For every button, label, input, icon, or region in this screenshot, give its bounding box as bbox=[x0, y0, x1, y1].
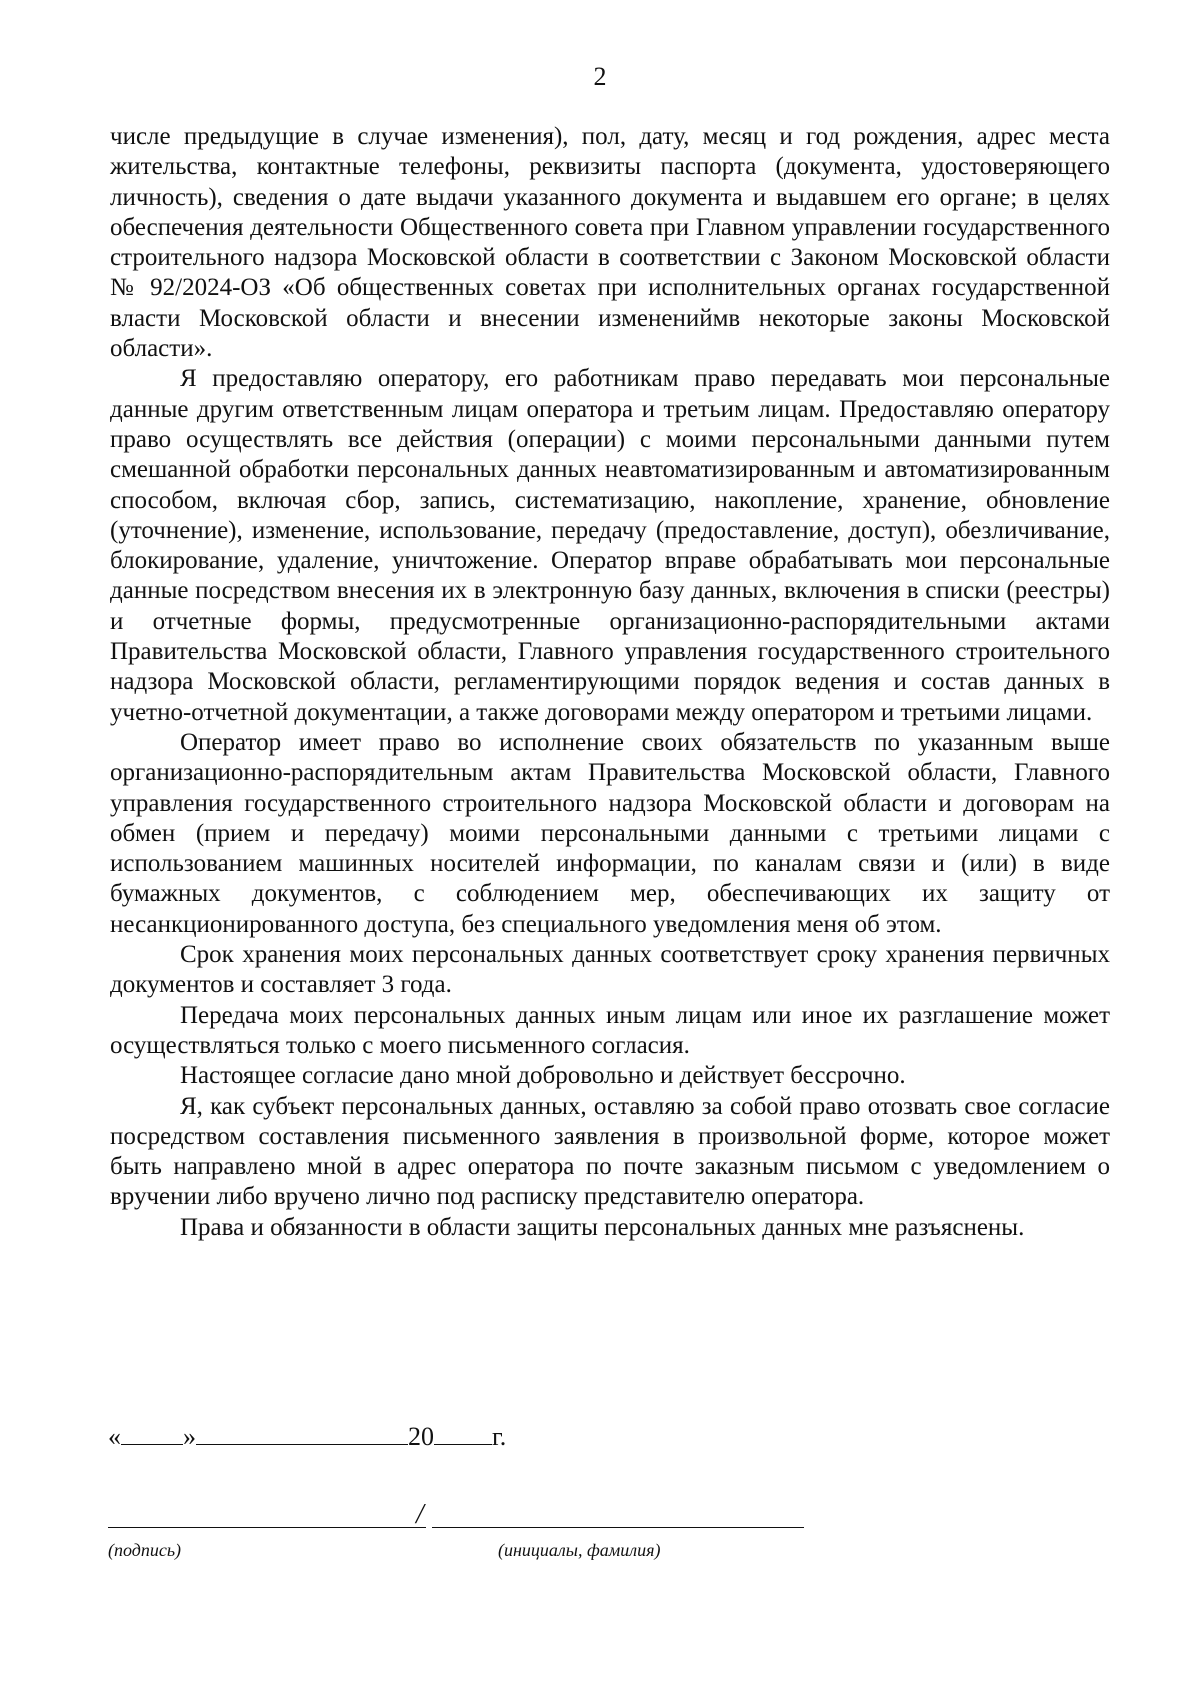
paragraph-rights-explained: Права и обязанности в области защиты персональных данных мне разъяснены. bbox=[180, 1213, 1025, 1241]
name-blank[interactable] bbox=[432, 1527, 804, 1528]
year-suffix: г. bbox=[492, 1422, 507, 1451]
year-blank[interactable] bbox=[434, 1420, 492, 1445]
date-line bbox=[108, 1420, 506, 1453]
paragraph-transfer-rights: Я предоставляю оператору, его работникам право передавать мои персональные данные другим ответственным лицам оператора и третьим лицам. Предоставляю оператору право осуществлять все действия (операции) с моими персональными данными путем смешанной обработки персональных данных неавтоматизированным и автоматизированным способом, включая сбор, запись, систематизацию, накопление, хранение, обновление (уточнение), изменение, использование, передачу (предоставление, доступ), обезличивание, блокирование, удаление, уничтожение. Оператор вправе обрабатывать мои персональные данные посредством внесения их в электронную базу данных, включения в списки (реестры) и отчетные формы, предусмотренные организационно-распорядительными актами Правительства Московской области, Главного управления государственного строительного надзора Московской области, регламентирующими порядок ведения и состав данных в учетно-отчетной документации, а также договорами между оператором и третьими лицами. bbox=[110, 365, 1110, 726]
paragraph-disclosure: Передача моих персональных данных иным лицам или иное их разглашение может осуществляться только с моего письменного согласия. bbox=[110, 1001, 1110, 1059]
paragraph-storage-term: Срок хранения моих персональных данных соответствует сроку хранения первичных документов и составляет 3 года. bbox=[110, 941, 1110, 999]
paragraph-continuation: числе предыдущие в случае изменения), пол, дату, месяц и год рождения, адрес места жительства, контактные телефоны, реквизиты паспорта (документа, удостоверяющего личность), сведения о дате выдачи указанного документа и выдавшем его органе; в целях обеспечения деятельности Общественного совета при Главном управлении государственного строительного надзора Московской области в соответствии с Законом Московской области № 92/2024-ОЗ «Об общественных советах при исполнительных органах государственной власти Московской области и внесении изменениймв некоторые законы Московской области». bbox=[110, 123, 1110, 363]
date-close-quote: » bbox=[183, 1422, 196, 1451]
signature-caption: (подпись) bbox=[108, 1540, 182, 1560]
document-body bbox=[110, 122, 1110, 1243]
day-blank[interactable] bbox=[121, 1420, 183, 1445]
year-prefix: 20 bbox=[408, 1422, 434, 1451]
name-caption: (инициалы, фамилия) bbox=[498, 1540, 661, 1560]
paragraph-voluntary: Настоящее согласие дано мной добровольно и действует бессрочно. bbox=[180, 1062, 906, 1090]
paragraph-operator-rights: Оператор имеет право во исполнение своих обязательств по указанным выше организационно-распорядительным актам Правительства Московской области, Главного управления государственного строительного надзора Московской области и договорам на обмен (прием и передачу) моими персональными данными с третьими лицами с использованием машинных носителей информации, по каналам связи и (или) в виде бумажных документов, с соблюдением мер, обеспечивающих их защиту от несанкционированного доступа, без специального уведомления меня об этом. bbox=[110, 728, 1110, 938]
signature-separator: / bbox=[416, 1499, 424, 1530]
page-number: 2 bbox=[593, 62, 607, 91]
month-blank[interactable] bbox=[196, 1420, 408, 1445]
date-open-quote: « bbox=[108, 1422, 121, 1451]
paragraph-revocation: Я, как субъект персональных данных, оставляю за собой право отозвать свое согласие посредством составления письменного заявления в произвольной форме, которое может быть направлено мной в адрес оператора по почте заказным письмом с уведомлением о вручении либо вручено лично под расписку представителю оператора. bbox=[110, 1092, 1110, 1211]
signature-blank[interactable] bbox=[108, 1527, 426, 1528]
signature-line bbox=[108, 1498, 804, 1528]
